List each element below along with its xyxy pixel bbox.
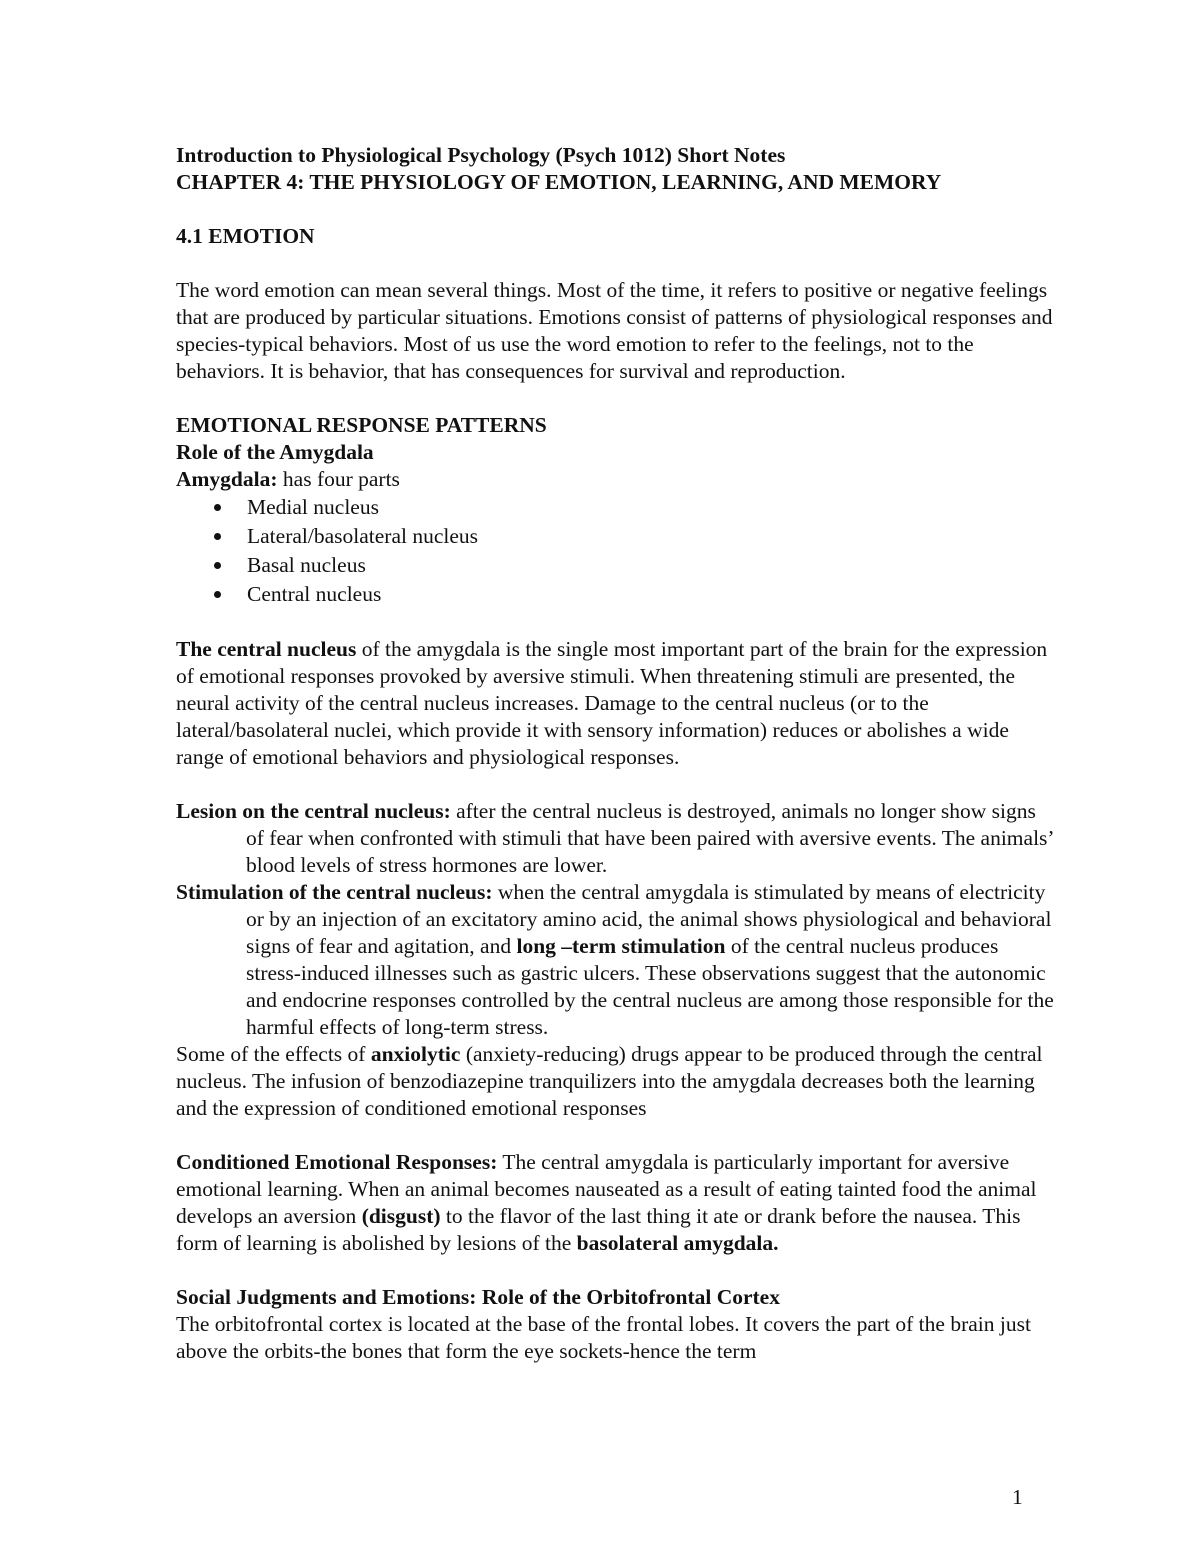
stimulation-text-1: when the central amygdala is stimulated by means of electricity or by an injection of an excitatory amino acid, the animal shows physiological and behavioral signs of fear and agitation, and xyxy=(246,880,1052,958)
lesion-term: Lesion on the central nucleus: xyxy=(176,799,451,823)
list-item: Medial nucleus xyxy=(176,493,1056,522)
long-term-stimulation-term: long –term stimulation xyxy=(516,934,726,958)
list-item: Lateral/basolateral nucleus xyxy=(176,522,1056,551)
conditioned-responses-text-1: The central amygdala is particularly important for aversive emotional learning. When an animal becomes nauseated as a result of eating tainted food the animal develops an aversion xyxy=(176,1150,1037,1228)
central-nucleus-text: of the amygdala is the single most important part of the brain for the expression of emotional responses provoked by aversive stimuli. When threatening stimuli are presented, the neural activity of the central nucleus increases. Damage to the central nucleus (or to the lateral/basolateral nuclei, which provide it with sensory information) reduces or abolishes a wide range of emotional behaviors and physiological responses. xyxy=(176,637,1048,769)
chapter-heading: CHAPTER 4: THE PHYSIOLOGY OF EMOTION, LEARNING, AND MEMORY xyxy=(176,170,942,194)
central-nucleus-paragraph xyxy=(176,636,1056,771)
lesion-paragraph xyxy=(176,798,1056,879)
conditioned-responses-text-2: to the flavor of the last thing it ate or drank before the nausea. This form of learning is abolished by lesions of the xyxy=(176,1204,1021,1255)
social-judgments-heading: Social Judgments and Emotions: Role of the Orbitofrontal Cortex xyxy=(176,1285,780,1309)
emotional-response-heading: EMOTIONAL RESPONSE PATTERNS xyxy=(176,413,547,437)
document-page xyxy=(176,142,1056,1365)
amygdala-parts-list xyxy=(176,493,1056,609)
stimulation-term: Stimulation of the central nucleus: xyxy=(176,880,493,904)
disgust-term: (disgust) xyxy=(361,1204,441,1228)
list-item: Central nucleus xyxy=(176,580,1056,609)
document-title: Introduction to Physiological Psychology (Psych 1012) Short Notes xyxy=(176,143,786,167)
basolateral-amygdala-term: basolateral amygdala. xyxy=(576,1231,779,1255)
amygdala-desc: has four parts xyxy=(277,467,400,491)
orbitofrontal-paragraph: The orbitofrontal cortex is located at the base of the frontal lobes. It covers the part of the brain just above the orbits-the bones that form the eye sockets-hence the term xyxy=(176,1312,1031,1363)
section-heading: 4.1 EMOTION xyxy=(176,224,315,248)
anxiolytic-term: anxiolytic xyxy=(370,1042,461,1066)
amygdala-heading: Role of the Amygdala xyxy=(176,440,374,464)
stimulation-paragraph xyxy=(176,879,1056,1041)
conditioned-responses-term: Conditioned Emotional Responses: xyxy=(176,1150,498,1174)
list-item: Basal nucleus xyxy=(176,551,1056,580)
lesion-text: after the central nucleus is destroyed, animals no longer show signs of fear when confronted with stimuli that have been paired with aversive events. The animals’ blood levels of stress hormones are lower. xyxy=(246,799,1053,877)
amygdala-term: Amygdala: xyxy=(176,467,278,491)
page-number: 1 xyxy=(1012,1485,1023,1509)
intro-paragraph: The word emotion can mean several things. Most of the time, it refers to positive or negative feelings that are produced by particular situations. Emotions consist of patterns of physiological responses and species-typical behaviors. Most of us use the word emotion to refer to the feelings, not to the behaviors. It is behavior, that has consequences for survival and reproduction. xyxy=(176,278,1053,383)
anxiolytic-text-2: (anxiety-reducing) drugs appear to be produced through the central nucleus. The infusion of benzodiazepine tranquilizers into the amygdala decreases both the learning and the expression of conditioned emotional responses xyxy=(176,1042,1043,1120)
conditioned-responses-paragraph xyxy=(176,1149,1056,1257)
central-nucleus-term: The central nucleus xyxy=(176,637,357,661)
anxiolytic-paragraph xyxy=(176,1041,1056,1122)
amygdala-definition xyxy=(176,466,1056,493)
anxiolytic-text-1: Some of the effects of xyxy=(176,1042,371,1066)
stimulation-text-2: of the central nucleus produces stress-induced illnesses such as gastric ulcers. These observations suggest that the autonomic and endocrine responses controlled by the central nucleus are among those responsible for the harmful effects of long-term stress. xyxy=(246,934,1054,1039)
